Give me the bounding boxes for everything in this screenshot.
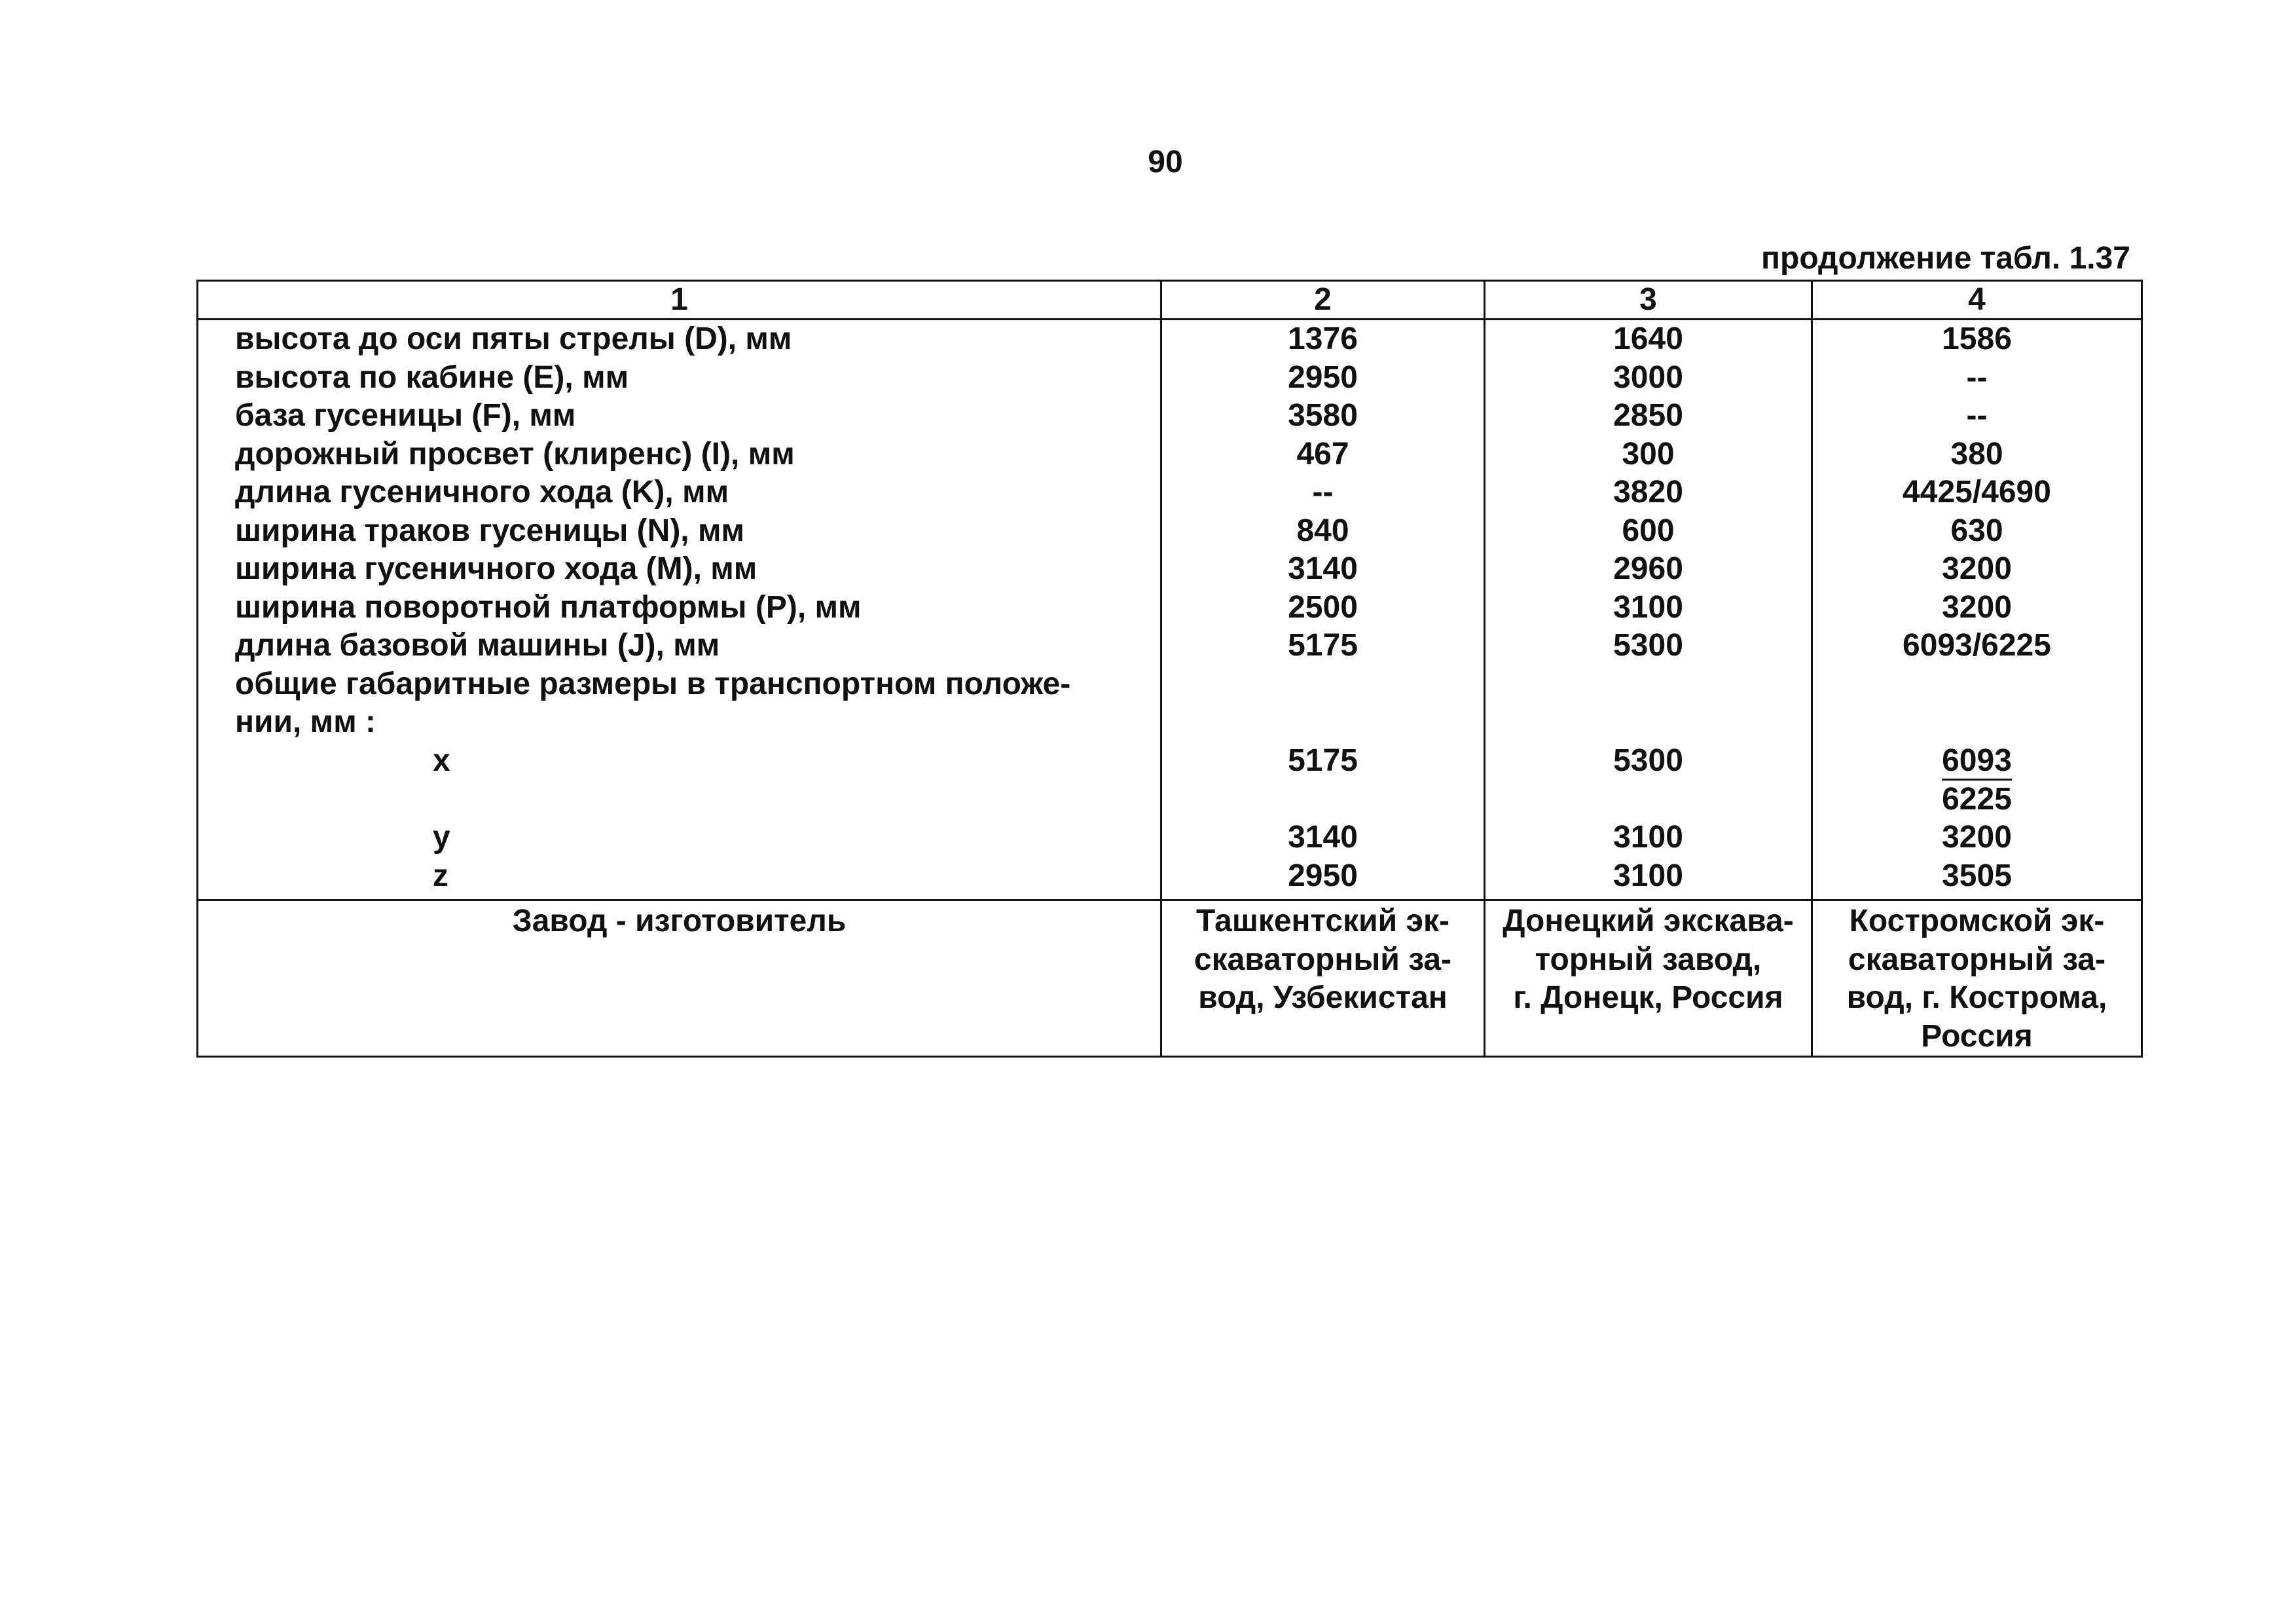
cell-value: 300	[1485, 435, 1812, 474]
manufacturer-line: скаваторный за-	[1194, 942, 1452, 977]
cell-value: 3100	[1485, 819, 1812, 857]
manufacturer-line: вод, г. Кострома,	[1846, 980, 2107, 1015]
row-label: ширина поворотной платформы (P), мм	[198, 589, 1161, 627]
header-cell: 2	[1161, 281, 1485, 320]
manufacturer-label: Завод - изготовитель	[198, 900, 1161, 1057]
cell-value: 3505	[1812, 857, 2142, 900]
fraction-denominator: 6225	[1942, 781, 2012, 817]
cell-value: 1640	[1485, 320, 1812, 359]
manufacturer-line: Ташкентский эк-	[1196, 904, 1449, 938]
table-row	[198, 435, 2142, 474]
cell-value: 4425/4690	[1812, 473, 2142, 512]
page-number: 90	[1148, 145, 1183, 179]
table-row	[198, 359, 2142, 397]
axis-label-y: y	[198, 819, 1161, 857]
cell-value: 5175	[1161, 627, 1485, 665]
cell-value: 3580	[1161, 397, 1485, 435]
row-label: высота до оси пяты стрелы (D), мм	[198, 320, 1161, 359]
cell-value: 2500	[1161, 589, 1485, 627]
excavator-spec-table	[196, 280, 2143, 1058]
manufacturer-donetsk	[1485, 900, 1812, 1057]
dimension-y-row	[198, 819, 2142, 857]
cell-value: 600	[1485, 512, 1812, 551]
header-cell: 4	[1812, 281, 2142, 320]
table-row	[198, 550, 2142, 589]
fraction-numerator: 6093	[1942, 743, 2012, 781]
cell-value: --	[1161, 473, 1485, 512]
cell-value: 3820	[1485, 473, 1812, 512]
cell-value: 3100	[1485, 589, 1812, 627]
table-row	[198, 512, 2142, 551]
cell-value: 1376	[1161, 320, 1485, 359]
row-label: высота по кабине (E), мм	[198, 359, 1161, 397]
cell-value: 6093/6225	[1812, 627, 2142, 665]
cell-value: --	[1812, 397, 2142, 435]
dimension-z-row	[198, 857, 2142, 900]
cell-value: 630	[1812, 512, 2142, 551]
cell-value: 2850	[1485, 397, 1812, 435]
manufacturer-row	[198, 900, 2142, 1057]
manufacturer-line: г. Донецк, Россия	[1513, 980, 1783, 1015]
cell-value: 2950	[1161, 857, 1485, 900]
cell-value: 5300	[1485, 627, 1812, 665]
header-cell: 3	[1485, 281, 1812, 320]
cell-value: 1586	[1812, 320, 2142, 359]
table-header-row	[198, 281, 2142, 320]
row-label: длина гусеничного хода (K), мм	[198, 473, 1161, 512]
manufacturer-line: Донецкий экскава-	[1503, 904, 1794, 938]
dimension-x-row	[198, 742, 2142, 819]
manufacturer-line: скаваторный за-	[1848, 942, 2106, 977]
table-row	[198, 320, 2142, 359]
cell-value: 3000	[1485, 359, 1812, 397]
row-label: ширина траков гусеницы (N), мм	[198, 512, 1161, 551]
cell-value: 3140	[1161, 550, 1485, 589]
cell-value: 840	[1161, 512, 1485, 551]
cell-value: 3200	[1812, 550, 2142, 589]
table-row	[198, 397, 2142, 435]
cell-value: 3140	[1161, 819, 1485, 857]
table-continuation-caption: продолжение табл. 1.37	[1761, 241, 2130, 276]
axis-label-z: z	[198, 857, 1161, 900]
manufacturer-line: Россия	[1921, 1018, 2033, 1054]
overall-dimensions-row	[198, 665, 2142, 742]
row-label: дорожный просвет (клиренс) (I), мм	[198, 435, 1161, 474]
cell-value: --	[1812, 359, 2142, 397]
manufacturer-tashkent	[1161, 900, 1485, 1057]
row-label: база гусеницы (F), мм	[198, 397, 1161, 435]
row-label: длина базовой машины (J), мм	[198, 627, 1161, 665]
manufacturer-line: Костромской эк-	[1849, 904, 2105, 938]
cell-value: 3200	[1812, 589, 2142, 627]
cell-value: 2950	[1161, 359, 1485, 397]
fraction-cell	[1812, 742, 2142, 819]
manufacturer-kostroma	[1812, 900, 2142, 1057]
table-row	[198, 589, 2142, 627]
cell-value: 2960	[1485, 550, 1812, 589]
manufacturer-line: вод, Узбекистан	[1198, 980, 1448, 1015]
cell-value: 5175	[1161, 742, 1485, 819]
header-cell: 1	[198, 281, 1161, 320]
manufacturer-line: торный завод,	[1535, 942, 1762, 977]
cell-value: 380	[1812, 435, 2142, 474]
table-row	[198, 627, 2142, 665]
overall-label-line: общие габаритные размеры в транспортном положе-	[235, 666, 1071, 701]
row-label: ширина гусеничного хода (M), мм	[198, 550, 1161, 589]
overall-dimensions-label	[198, 665, 1161, 742]
overall-label-line: нии, мм :	[235, 705, 376, 739]
table-row	[198, 473, 2142, 512]
cell-value: 3200	[1812, 819, 2142, 857]
axis-label-x: x	[198, 742, 1161, 819]
cell-value: 3100	[1485, 857, 1812, 900]
cell-value: 5300	[1485, 742, 1812, 819]
cell-value: 467	[1161, 435, 1485, 474]
